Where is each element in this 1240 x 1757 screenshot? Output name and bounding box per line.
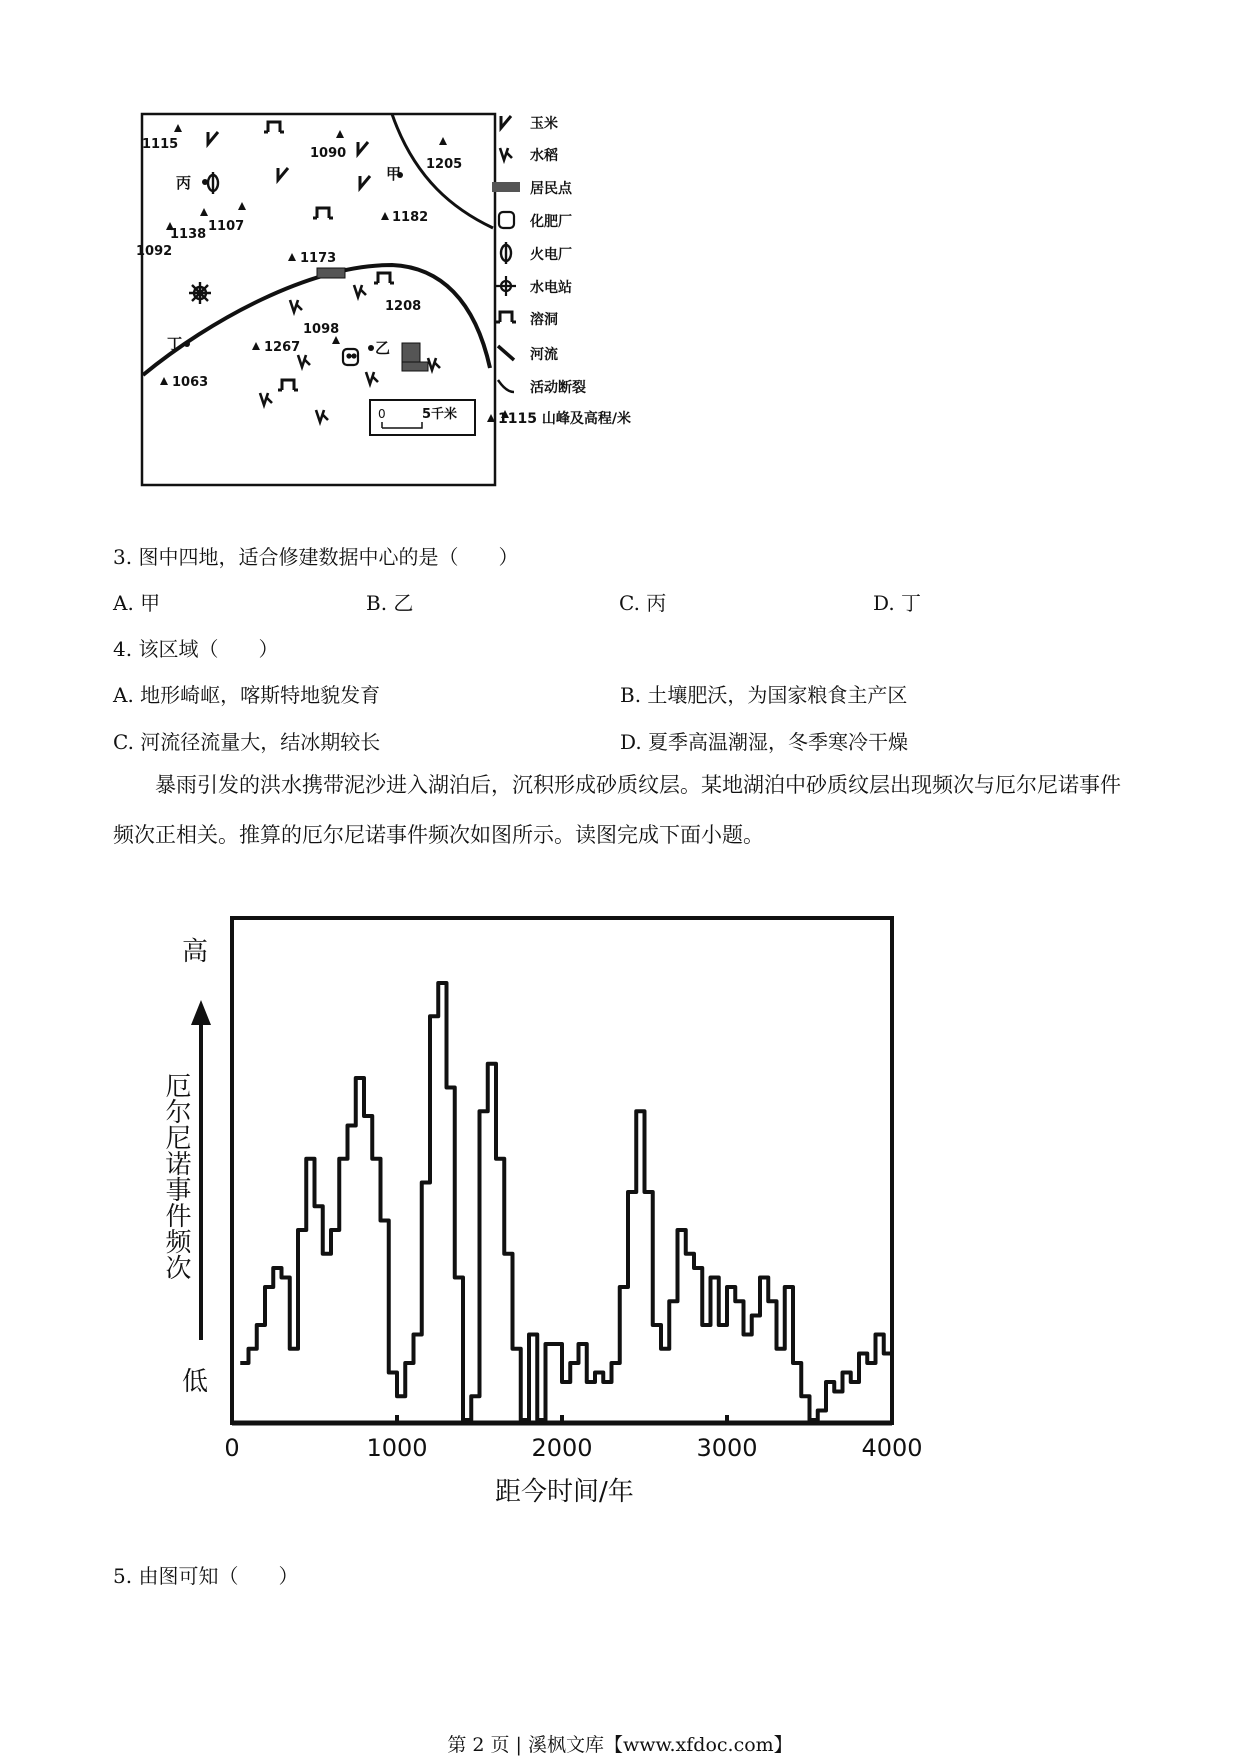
y-axis-label: 厄尔尼诺事件频次 (161, 1072, 191, 1280)
fertilizer-plant-icon (499, 212, 514, 228)
q3-option-d[interactable]: D. 丁 (873, 591, 922, 615)
corn-icon (360, 176, 370, 188)
y-low-label: 低 (182, 1367, 209, 1397)
peak-icon (439, 137, 447, 145)
q3-option-a[interactable]: A. 甲 (113, 591, 161, 615)
peak-label: 1115 (142, 137, 179, 152)
fertilizer-plant-icon (343, 349, 358, 365)
settlement-icon (317, 268, 345, 278)
rice-icon (354, 285, 366, 297)
scale-zero: 0 (378, 407, 386, 421)
el-nino-chart (140, 900, 940, 1520)
peak-label: 1098 (303, 322, 340, 337)
river-icon (498, 346, 514, 360)
peak-icon (336, 130, 344, 138)
peak-label: 1182 (392, 210, 429, 225)
place-point (202, 179, 208, 185)
y-axis-arrow-head (191, 1000, 211, 1025)
q3-stem: 3. 图中四地，适合修建数据中心的是（ ） (113, 545, 519, 569)
q3-option-c[interactable]: C. 丙 (619, 591, 667, 615)
legend-label: 水稻 (530, 148, 558, 164)
peak-label: 1267 (264, 340, 301, 355)
legend-label: 化肥厂 (530, 214, 572, 230)
rice-icon (500, 148, 512, 160)
q4-option-a[interactable]: A. 地形崎岖，喀斯特地貌发育 (113, 683, 381, 707)
scale-label: 5千米 (422, 407, 458, 422)
legend-label: 河流 (530, 347, 558, 363)
legend-label: 玉米 (530, 116, 558, 132)
q4-stem: 4. 该区域（ ） (113, 637, 279, 661)
peak-label: 1208 (385, 299, 422, 314)
peak-icon (200, 208, 208, 216)
peak-label: 1090 (310, 146, 347, 161)
place-label-yi: 乙 (375, 339, 391, 357)
peak-label: 1107 (208, 219, 245, 234)
place-label-ding: 丁 (167, 335, 183, 353)
peak-icon (381, 212, 389, 220)
rice-icon (298, 355, 310, 367)
peak-label: 1063 (172, 375, 209, 390)
q4-option-b[interactable]: B. 土壤肥沃，为国家粮食主产区 (620, 683, 908, 707)
rice-icon (290, 300, 302, 312)
passage-text: 暴雨引发的洪水携带泥沙进入湖泊后，沉积形成砂质纹层。某地湖泊中砂质纹层出现频次与厄尔尼诺事件频次正相关。推算的厄尔尼诺事件频次如图所示。读图完成下面小题。 (113, 773, 1121, 847)
page-footer: 第 2 页 | 溪枫文库【www.xfdoc.com】 (447, 1734, 793, 1756)
legend-label: 居民点 (530, 181, 572, 197)
thermal-plant-icon (208, 172, 218, 194)
corn-icon (278, 168, 288, 180)
peak-icon (174, 124, 182, 132)
peak-label: 1138 (170, 227, 207, 242)
x-tick-label: 1000 (366, 1434, 428, 1462)
x-tick-label: 3000 (696, 1434, 758, 1462)
x-tick-label: 2000 (531, 1434, 593, 1462)
hydropower-icon (189, 282, 211, 304)
peak-icon (332, 336, 340, 344)
fault-icon (498, 380, 514, 392)
x-axis-label: 距今时间/年 (495, 1477, 634, 1507)
x-tick-label: 0 (224, 1434, 240, 1462)
cave-icon (313, 208, 333, 218)
corn-icon (208, 132, 218, 144)
hydropower-icon (496, 276, 516, 296)
legend-label: 活动断裂 (530, 380, 586, 396)
place-label-jia: 甲 (386, 165, 402, 183)
q3-option-b[interactable]: B. 乙 (366, 591, 414, 615)
place-labels (167, 165, 401, 357)
legend-label: 水电站 (530, 280, 572, 296)
cave-icon (496, 312, 516, 322)
peak-icon (238, 202, 246, 210)
x-tick-labels (224, 1434, 922, 1462)
place-point (368, 345, 374, 351)
place-label-bing: 丙 (176, 174, 192, 192)
settlement-icon (492, 182, 520, 192)
peak-label: 1205 (426, 157, 463, 172)
peak-label: 1173 (300, 251, 337, 266)
rice-icon (316, 410, 328, 422)
settlement-icon (402, 362, 428, 371)
rice-icon (260, 393, 272, 405)
map-legend (487, 115, 631, 427)
y-high-label: 高 (182, 937, 209, 967)
settlement-markers (317, 268, 428, 371)
rice-icon (428, 358, 440, 370)
series-line (240, 983, 892, 1420)
map-figure (130, 100, 710, 500)
peak-label: 1092 (136, 244, 173, 259)
q4-option-c[interactable]: C. 河流径流量大，结冰期较长 (113, 730, 381, 754)
river-line (143, 265, 490, 375)
legend-label: 溶洞 (530, 312, 558, 328)
cave-icon (278, 380, 298, 390)
x-tick-label: 4000 (861, 1434, 923, 1462)
peak-icon (252, 342, 260, 350)
corn-icon (501, 116, 511, 128)
cave-icon (374, 273, 394, 283)
legend-label: 火电厂 (530, 247, 572, 263)
cave-icon (264, 122, 284, 132)
peak-icon (160, 377, 168, 385)
q5-stem: 5. 由图可知（ ） (113, 1564, 299, 1588)
scale-bar (370, 400, 475, 435)
place-point (184, 341, 190, 347)
legend-label: 1115 山峰及高程/米 (498, 411, 631, 427)
thermal-plant-icon (501, 242, 511, 264)
q4-option-d[interactable]: D. 夏季高温潮湿，冬季寒冷干燥 (620, 730, 909, 754)
peak-icon (288, 253, 296, 261)
corn-icon (358, 142, 368, 154)
rice-icon (366, 372, 378, 384)
